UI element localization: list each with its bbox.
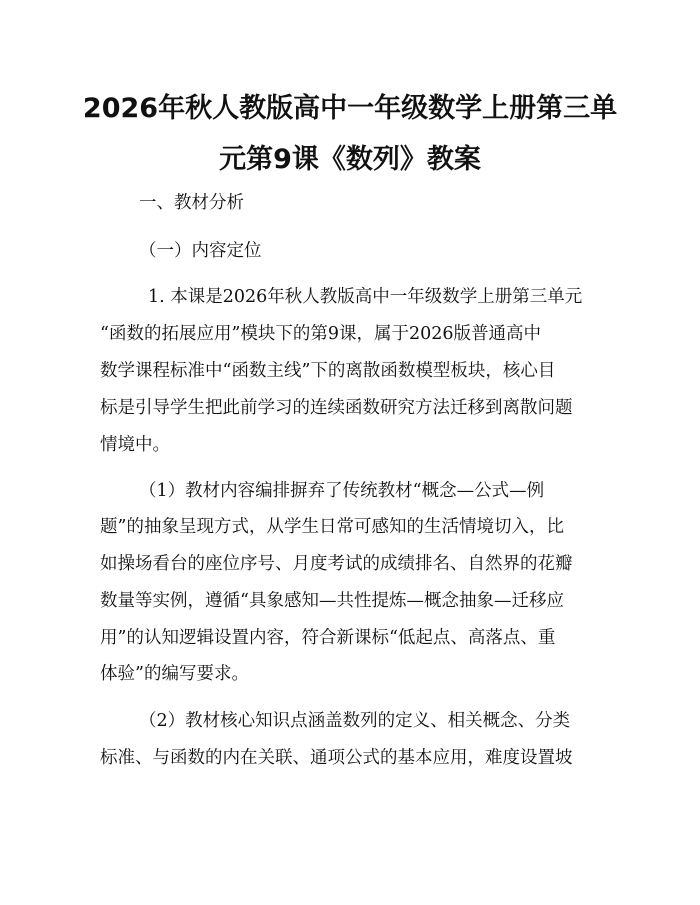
section-heading-teaching-material-analysis: 一、教材分析: [139, 193, 244, 213]
paragraph-2-line-2: 题”的抽象呈现方式，从学生日常可感知的生活情境切入，比: [100, 517, 564, 537]
paragraph-1-line-5: 情境中。: [100, 435, 170, 455]
paragraph-1-line-4: 标是引导学生把此前学习的连续函数研究方法迁移到离散问题: [100, 398, 573, 418]
paragraph-1-line-2: “函数的拓展应用”模块下的第9课，属于2026版普通高中: [100, 324, 542, 344]
paragraph-2-line-3: 如操场看台的座位序号、月度考试的成绩排名、自然界的花瓣: [100, 554, 573, 574]
paragraph-3-line-2: 标准、与函数的内在关联、通项公式的基本应用，难度设置坡: [100, 748, 573, 768]
paragraph-2-line-1: （1）教材内容编排摒弃了传统教材“概念—公式—例: [139, 481, 545, 501]
paragraph-2-line-4: 数量等实例，遵循“具象感知—共性提炼—概念抽象—迁移应: [100, 591, 564, 611]
document-title-line-1: 2026年秋人教版高中一年级数学上册第三单: [82, 93, 618, 124]
paragraph-1-line-3: 数学课程标准中“函数主线”下的离散函数模型板块，核心目: [100, 361, 556, 381]
subsection-heading-content-positioning: （一）内容定位: [139, 241, 262, 261]
document-title-line-2: 元第9课《数列》教案: [219, 144, 481, 175]
paragraph-2-line-5: 用”的认知逻辑设置内容，符合新课标“低起点、高落点、重: [100, 628, 556, 648]
paragraph-1-line-1: 1. 本课是2026年秋人教版高中一年级数学上册第三单元: [148, 287, 583, 307]
paragraph-2-line-6: 体验”的编写要求。: [100, 664, 249, 684]
paragraph-3-line-1: （2）教材核心知识点涵盖数列的定义、相关概念、分类: [139, 711, 571, 731]
